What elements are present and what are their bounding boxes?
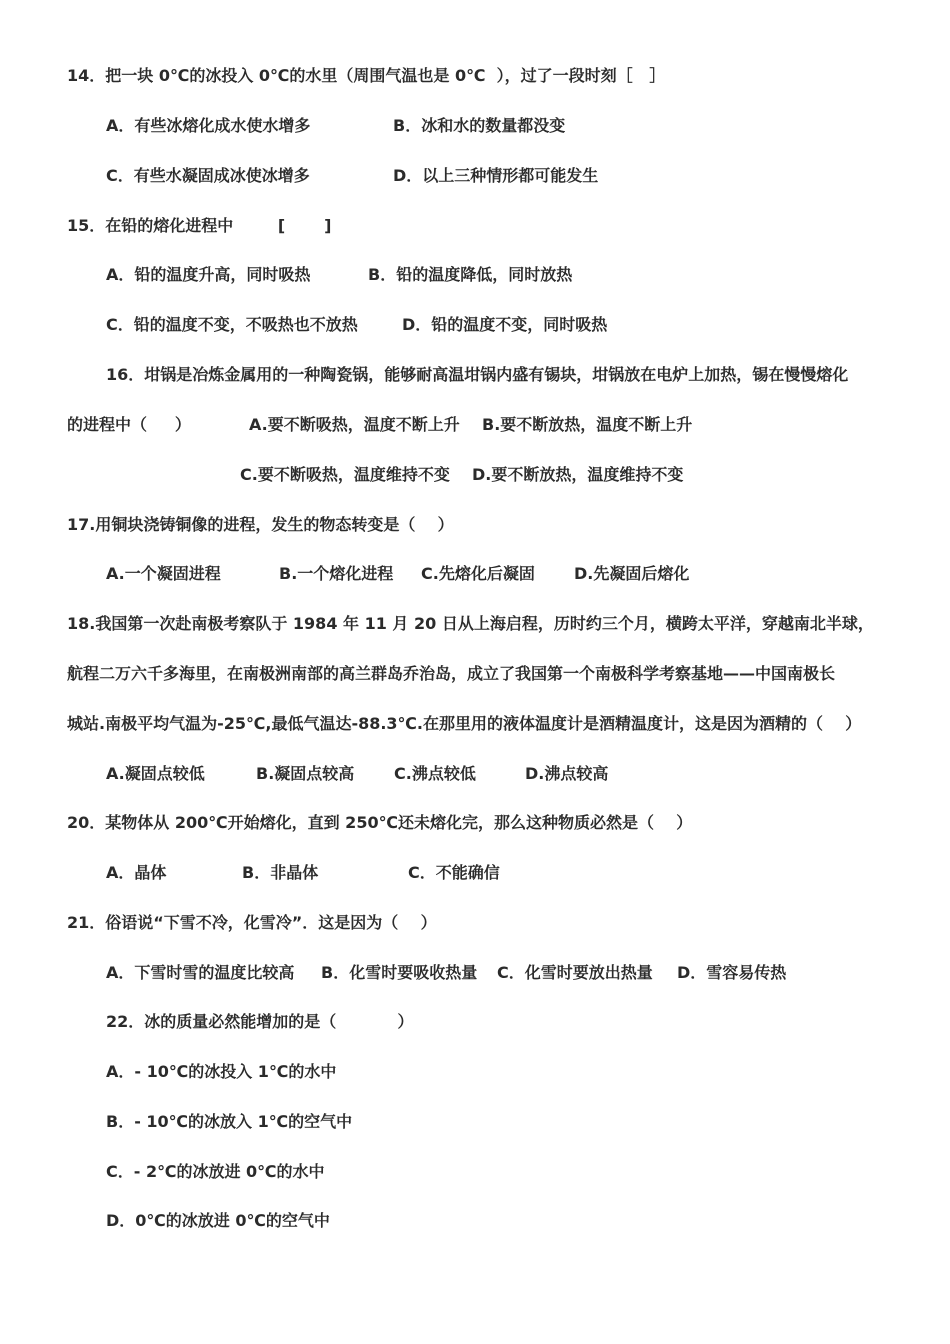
- question-22-option-d: D．0℃的冰放进 0℃的空气中: [106, 1211, 330, 1230]
- question-15-option-d: D．铅的温度不变，同时吸热: [402, 315, 608, 334]
- question-16-option-a: A.要不断吸热，温度不断上升: [249, 415, 460, 434]
- question-22-option-c: C．- 2℃的冰放进 0℃的水中: [106, 1162, 325, 1181]
- question-18-option-b: B.凝固点较高: [256, 764, 355, 783]
- question-22-option-b: B．- 10℃的冰放入 1℃的空气中: [106, 1112, 353, 1131]
- question-21-option-c: C．化雪时要放出热量: [497, 963, 653, 982]
- question-20-option-c: C．不能确信: [408, 863, 500, 882]
- question-16-option-b: B.要不断放热，温度不断上升: [482, 415, 693, 434]
- question-16-stem-line-2: 的进程中（ ）: [67, 415, 191, 434]
- question-20-option-a: A．晶体: [106, 863, 167, 882]
- question-14-stem: 14．把一块 0℃的冰投入 0℃的水里（周围气温也是 0℃ ），过了一段时刻［ ］: [67, 66, 666, 85]
- question-18-option-a: A.凝固点较低: [106, 764, 205, 783]
- question-18-option-c: C.沸点较低: [394, 764, 476, 783]
- question-18-stem-line-2: 航程二万六千多海里，在南极洲南部的高兰群岛乔治岛，成立了我国第一个南极科学考察基地——中国南极长: [67, 664, 836, 683]
- question-21-option-a: A．下雪时雪的温度比较高: [106, 963, 295, 982]
- question-14-option-d: D．以上三种情形都可能发生: [393, 166, 599, 185]
- question-17-option-a: A.一个凝固进程: [106, 564, 221, 583]
- question-16-stem-line-1: 16．坩锅是冶炼金属用的一种陶瓷锅，能够耐高温坩锅内盛有锡块，坩锅放在电炉上加热，锡在慢慢熔化: [106, 365, 849, 384]
- question-16-option-d: D.要不断放热，温度维持不变: [472, 465, 684, 484]
- question-15-option-b: B．铅的温度降低，同时放热: [368, 265, 573, 284]
- question-14-option-b: B．冰和水的数量都没变: [393, 116, 566, 135]
- question-20-stem: 20．某物体从 200℃开始熔化，直到 250℃还未熔化完，那么这种物质必然是（ ）: [67, 813, 693, 832]
- question-18-option-d: D.沸点较高: [525, 764, 609, 783]
- question-17-option-d: D.先凝固后熔化: [574, 564, 690, 583]
- question-14-option-c: C．有些水凝固成冰使冰增多: [106, 166, 310, 185]
- question-15-option-a: A．铅的温度升高，同时吸热: [106, 265, 311, 284]
- question-21-option-d: D．雪容易传热: [677, 963, 787, 982]
- question-21-stem: 21．俗语说“下雪不冷，化雪冷”．这是因为（ ）: [67, 913, 437, 932]
- question-15-option-c: C．铅的温度不变，不吸热也不放热: [106, 315, 358, 334]
- question-14-option-a: A．有些冰熔化成水使水增多: [106, 116, 311, 135]
- question-22-stem: 22．冰的质量必然能增加的是（ ）: [106, 1012, 414, 1031]
- question-18-stem-line-3: 城站.南极平均气温为-25℃,最低气温达-88.3℃.在那里用的液体温度计是酒精温度计，这是因为酒精的（ ）: [67, 714, 862, 733]
- question-20-option-b: B．非晶体: [242, 863, 319, 882]
- question-18-stem-line-1: 18.我国第一次赴南极考察队于 1984 年 11 月 20 日从上海启程，历时约三个月，横跨太平洋，穿越南北半球，: [67, 614, 874, 633]
- question-15-stem: 15．在铅的熔化进程中 [ ]: [67, 216, 332, 235]
- question-16-option-c: C.要不断吸热，温度维持不变: [240, 465, 450, 484]
- question-17-stem: 17.用铜块浇铸铜像的进程，发生的物态转变是（ ）: [67, 515, 454, 534]
- question-17-option-c: C.先熔化后凝固: [421, 564, 535, 583]
- question-22-option-a: A．- 10℃的冰投入 1℃的水中: [106, 1062, 337, 1081]
- question-21-option-b: B．化雪时要吸收热量: [321, 963, 478, 982]
- question-17-option-b: B.一个熔化进程: [279, 564, 394, 583]
